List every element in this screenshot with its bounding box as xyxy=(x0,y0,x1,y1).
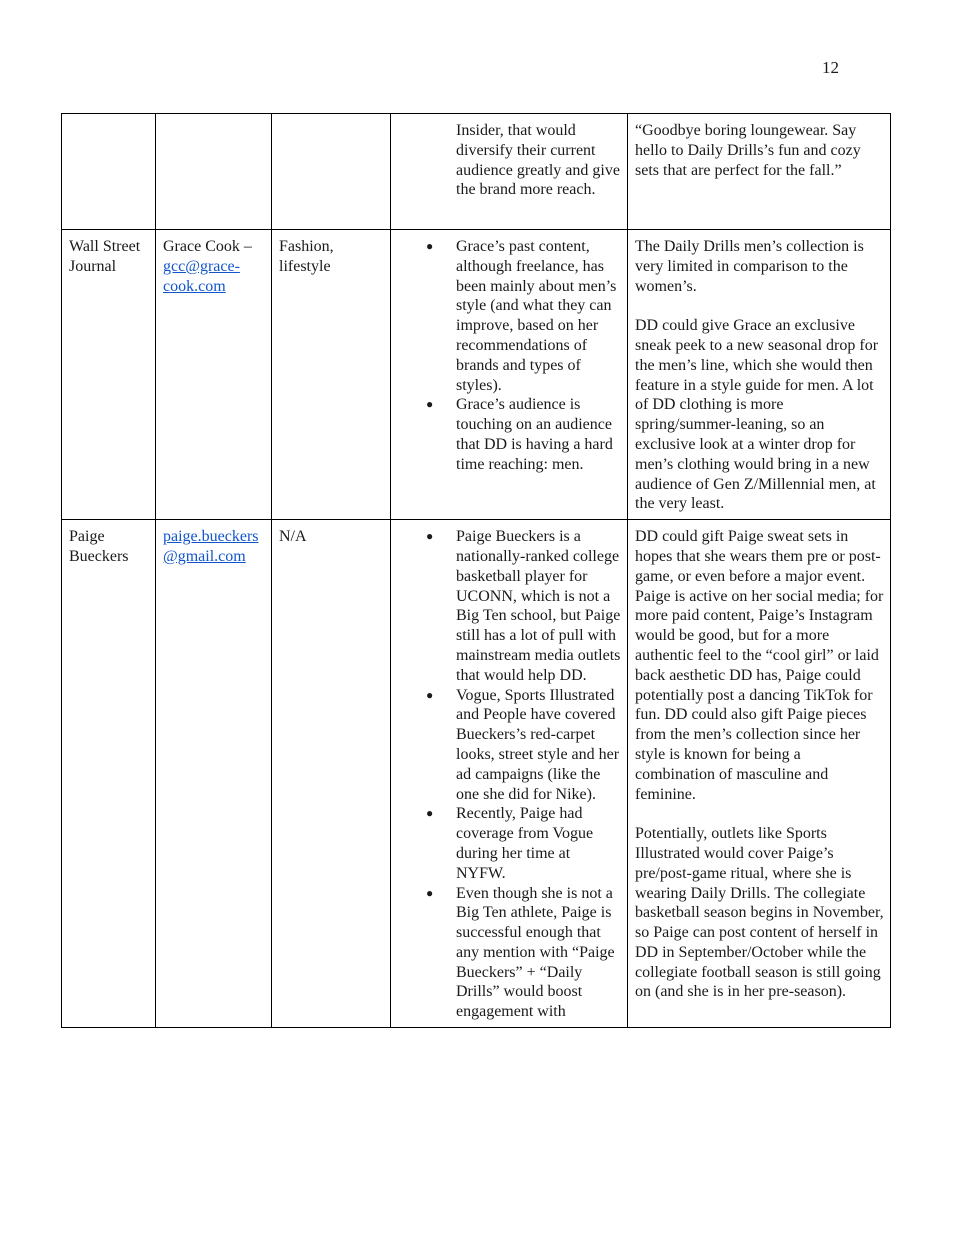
contact-cell xyxy=(156,230,272,520)
outlet-cell xyxy=(62,520,156,1028)
notes-cell xyxy=(391,230,628,520)
pitch-cell xyxy=(628,114,891,230)
pitch-paragraph: The Daily Drills men’s collection is very limited in comparison to the women’s. xyxy=(635,238,864,295)
notes-bullet-list xyxy=(398,237,621,475)
contact-name: Grace Cook – xyxy=(163,238,252,255)
pitch-cell xyxy=(628,520,891,1028)
notes-bullet-list xyxy=(398,527,621,1022)
bullet-icon: ● xyxy=(426,687,434,702)
beat-cell xyxy=(272,520,391,1028)
bullet-icon: ● xyxy=(426,397,434,412)
beat-text: Fashion, lifestyle xyxy=(279,238,334,275)
list-item xyxy=(426,884,621,1023)
contact-cell xyxy=(156,520,272,1028)
beat-cell xyxy=(272,114,391,230)
bullet-text: Vogue, Sports Illustrated and People have covered Bueckers’s red-carpet looks, street style and her ad campaigns (like the one she did for Nike). xyxy=(456,686,620,803)
bullet-text: Even though she is not a Big Ten athlete, Paige is successful enough that any mention with “Paige Bueckers” + “Daily Drills” would boost engagement with xyxy=(456,884,615,1021)
bullet-text: Grace’s audience is touching on an audience that DD is having a hard time reaching: men. xyxy=(456,396,613,473)
table-row xyxy=(62,520,891,1028)
list-item xyxy=(426,686,621,805)
outlet-cell xyxy=(62,114,156,230)
bullet-text: Grace’s past content, although freelance, has been mainly about men’s style (and what they can improve, based on her recommendations of brands and types of styles). xyxy=(456,238,617,394)
pitch-paragraph: “Goodbye boring loungewear. Say hello to Daily Drills’s fun and cozy sets that are perfect for the fall.” xyxy=(635,122,861,179)
list-item xyxy=(426,395,621,474)
beat-text: N/A xyxy=(279,528,307,546)
outlet-name: Wall Street Journal xyxy=(69,238,141,275)
list-item xyxy=(426,237,621,395)
media-pitch-table xyxy=(61,113,891,1028)
contact-email-link[interactable]: paige.bueckers@gmail.com xyxy=(163,528,259,565)
bullet-icon: ● xyxy=(426,529,434,544)
beat-cell xyxy=(272,230,391,520)
bullet-text: Paige Bueckers is a nationally-ranked college basketball player for UCONN, which is not a Big Ten school, but Paige still has a lot of pull with mainstream media outlets that would help DD. xyxy=(456,528,621,684)
table-row xyxy=(62,230,891,520)
pitch-paragraph: DD could gift Paige sweat sets in hopes that she wears them pre or post-game, or even before a major event. Paige is active on her social media; for more paid content, Paige’s Instagram would be good, but for a more authentic feel to the “cool girl” or laid back aesthetic DD has, Paige could potentially post a dancing TikTok for fun. DD could also gift Paige pieces from the men’s collection since her style is known for being a combination of masculine and feminine. xyxy=(635,528,884,803)
table-row xyxy=(62,114,891,230)
list-item xyxy=(426,804,621,883)
bullet-icon: ● xyxy=(426,239,434,253)
pitch-paragraph: DD could give Grace an exclusive sneak peek to a new seasonal drop for the men’s line, which she would then feature in a style guide for men. A lot of DD clothing is more spring/summer-leaning, so an exclusive look at a winter drop for men’s clothing would bring in a new audience of Gen Z/Millennial men, at the very least. xyxy=(635,317,879,513)
pitch-cell xyxy=(628,230,891,520)
list-item xyxy=(426,527,621,685)
notes-cell xyxy=(391,114,628,230)
notes-continued-text: Insider, that would diversify their current audience greatly and give the brand more reach. xyxy=(456,122,620,199)
bullet-icon: ● xyxy=(426,806,434,821)
contact-email-link[interactable]: gcc@grace-cook.com xyxy=(163,257,240,295)
contact-cell xyxy=(156,114,272,230)
notes-cell xyxy=(391,520,628,1028)
page-number: 12 xyxy=(822,58,839,77)
outlet-cell xyxy=(62,230,156,520)
pitch-paragraph: Potentially, outlets like Sports Illustrated would cover Paige’s pre/post-game ritual, where she is wearing Daily Drills. The collegiate basketball season begins in November, so Paige can post content of herself in DD in September/October while the collegiate football season is still going on (and she is in her pre-season). xyxy=(635,825,884,1001)
bullet-text: Recently, Paige had coverage from Vogue during her time at NYFW. xyxy=(456,805,594,882)
bullet-icon: ● xyxy=(426,885,434,900)
outlet-name: Paige Bueckers xyxy=(69,528,129,565)
